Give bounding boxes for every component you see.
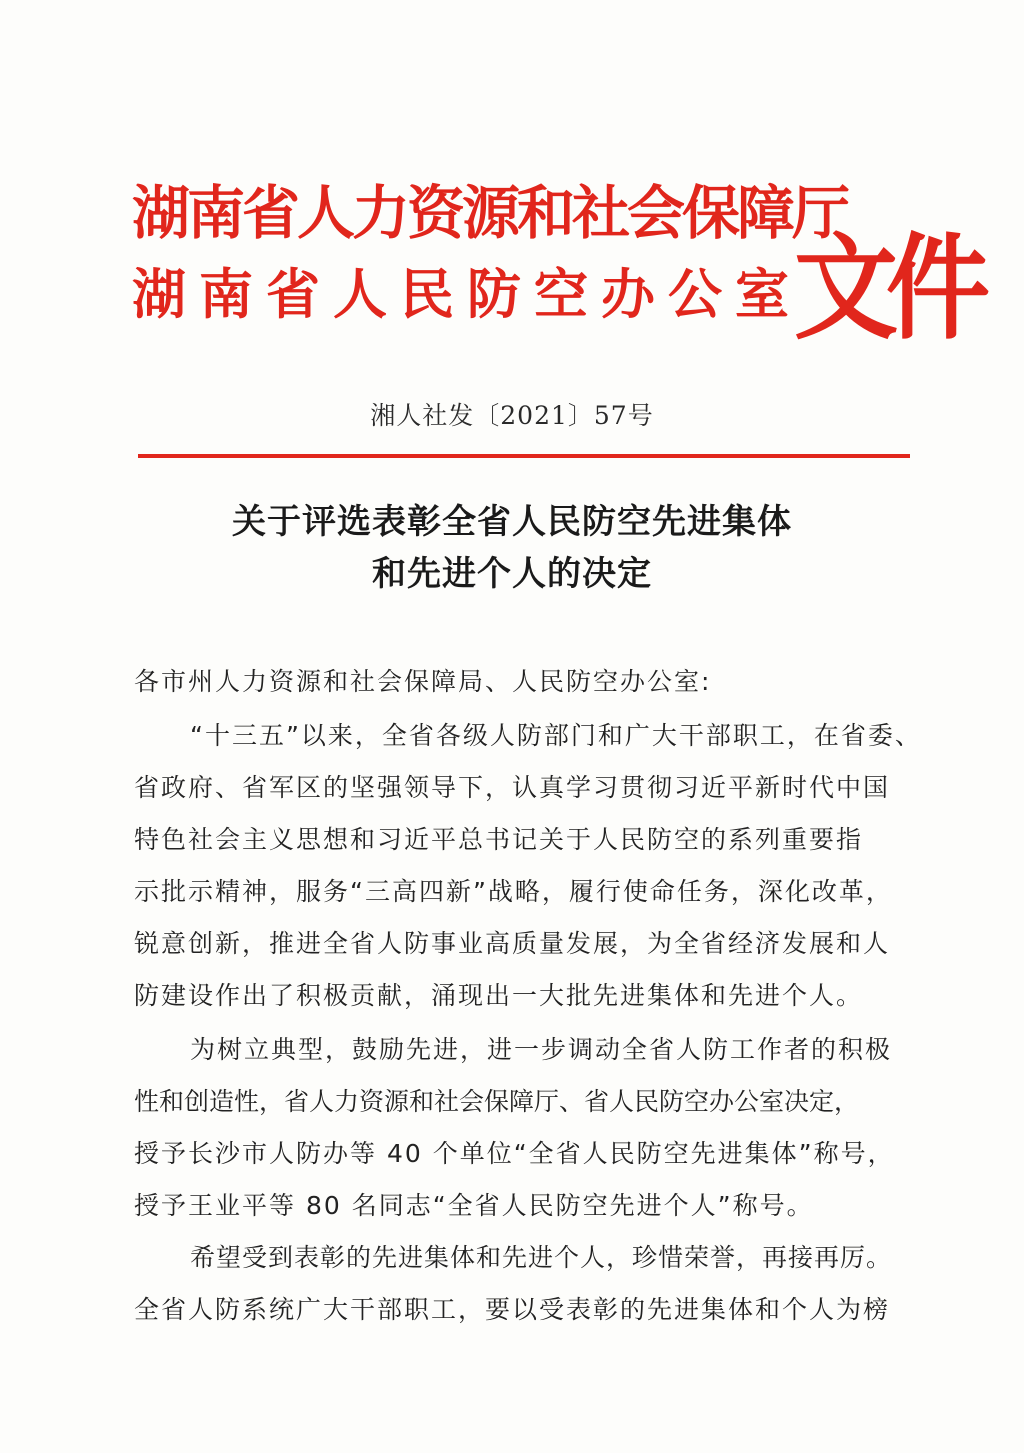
document-title-line-1: 关于评选表彰全省人民防空先进集体 [232, 502, 792, 542]
body-line: 示批示精神，服务“三高四新”战略，履行使命任务，深化改革， [134, 877, 893, 906]
body-line: 性和创造性，省人力资源和社会保障厅、省人民防空办公室决定， [134, 1087, 860, 1116]
body-line: 为树立典型，鼓励先进，进一步调动全省人防工作者的积极 [190, 1035, 893, 1064]
body-line: 授予长沙市人防办等 40 个单位“全省人民防空先进集体”称号， [134, 1139, 895, 1168]
body-line: 授予王业平等 80 名同志“全省人民防空先进个人”称号。 [134, 1191, 814, 1220]
body-line: “十三五”以来，全省各级人防部门和广大干部职工，在省委、 [190, 721, 922, 750]
body-line: 防建设作出了积极贡献，涌现出一大批先进集体和先进个人。 [134, 981, 864, 1010]
body-line: 特色社会主义思想和习近平总书记关于人民防空的系列重要指 [134, 825, 864, 854]
document-type-word: 文件 [794, 220, 979, 356]
body-line: 省政府、省军区的坚强领导下，认真学习贯彻习近平新时代中国 [134, 773, 891, 802]
salutation: 各市州人力资源和社会保障局、人民防空办公室: [134, 667, 712, 696]
issuer-line-1: 湖南省人力资源和社会保障厅 [132, 179, 848, 247]
document-header [132, 158, 979, 356]
document-title-line-2: 和先进个人的决定 [372, 554, 652, 594]
body-line: 锐意创新，推进全省人防事业高质量发展，为全省经济发展和人 [134, 929, 891, 958]
issuer-line-2: 湖南省人民防空办公室 [132, 262, 802, 326]
body-line: 希望受到表彰的先进集体和先进个人，珍惜荣誉，再接再厉。 [190, 1243, 893, 1272]
document-number: 湘人社发〔2021〕57号 [370, 401, 654, 430]
red-divider-line [138, 454, 910, 458]
body-line: 全省人防系统广大干部职工，要以受表彰的先进集体和个人为榜 [134, 1295, 891, 1324]
